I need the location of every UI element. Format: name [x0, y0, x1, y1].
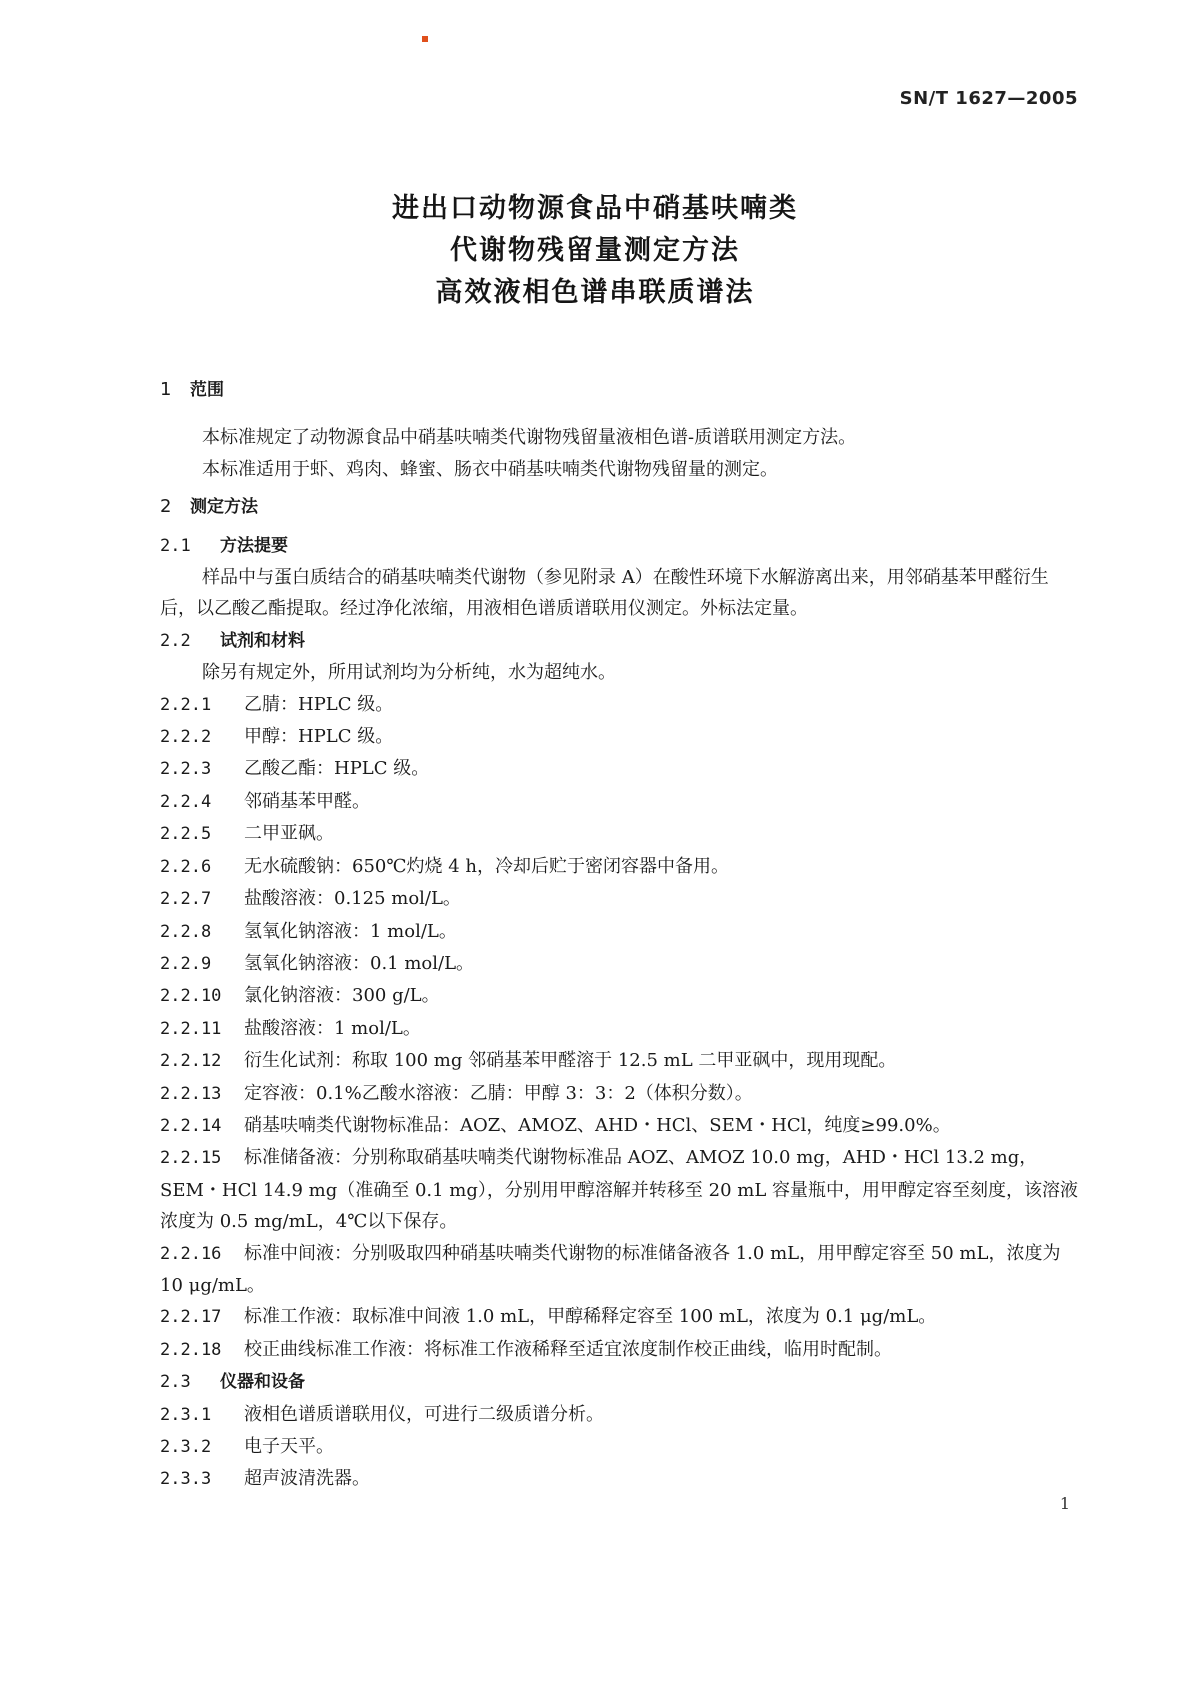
title-line-2: 代谢物残留量测定方法 — [450, 235, 740, 266]
title-line-1: 进出口动物源食品中硝基呋喃类 — [392, 193, 798, 224]
document-body — [160, 374, 1080, 1496]
list-item: 2.2.1 乙腈：HPLC 级。 — [160, 693, 394, 715]
list-item: 2.2.6 无水硫酸钠：650℃灼烧 4 h，冷却后贮于密闭容器中备用。 — [160, 855, 729, 877]
list-item: 2.3.1 液相色谱质谱联用仪，可进行二级质谱分析。 — [160, 1403, 604, 1425]
list-item: 2.2.17 标准工作液：取标准中间液 1.0 mL，甲醇稀释定容至 100 mL，浓度为 0.1 μg/mL。 — [160, 1306, 937, 1328]
list-item: 2.2.7 盐酸溶液：0.125 mol/L。 — [160, 888, 461, 910]
section-heading: 1 范围 — [160, 379, 224, 400]
list-item: 2.2.14 硝基呋喃类代谢物标准品：AOZ、AMOZ、AHD・HCl、SEM・HCl，纯度≥99.0%。 — [160, 1114, 951, 1136]
list-item: 2.2.8 氢氧化钠溶液：1 mol/L。 — [160, 920, 457, 942]
paragraph: 本标准适用于虾、鸡肉、蜂蜜、肠衣中硝基呋喃类代谢物残留量的测定。 — [202, 458, 778, 480]
document-title — [0, 188, 1190, 314]
list-item: 2.2.3 乙酸乙酯：HPLC 级。 — [160, 758, 430, 780]
list-item: 2.2.4 邻硝基苯甲醛。 — [160, 790, 370, 812]
page-number: 1 — [1059, 1494, 1070, 1513]
subsection-heading: 2.3 仪器和设备 — [160, 1372, 305, 1393]
list-item: 2.3.2 电子天平。 — [160, 1436, 334, 1457]
corner-mark — [422, 36, 428, 42]
subsection-heading: 2.1 方法提要 — [160, 535, 288, 556]
section-heading: 2 测定方法 — [160, 496, 258, 518]
standard-code: SN/T 1627—2005 — [899, 88, 1078, 109]
paragraph: 除另有规定外，所用试剂均为分析纯，水为超纯水。 — [202, 662, 616, 684]
list-item: 2.2.16 标准中间液：分别吸取四种硝基呋喃类代谢物的标准储备液各 1.0 mL，用甲醇定容至 50 mL，浓度为 10 μg/mL。 — [160, 1242, 1061, 1296]
list-item: 2.2.15 标准储备液：分别称取硝基呋喃类代谢物标准品 AOZ、AMOZ 10.0 mg，AHD・HCl 13.2 mg，SEM・HCl 14.9 mg（准确至 0.1 mg），分别用甲醇溶解并转移至 20 mL 容量瓶中，用甲醇定容至刻度，该溶液浓度为 0.5 mg/mL，4℃以下保存。 — [160, 1147, 1078, 1233]
list-item: 2.2.13 定容液：0.1%乙酸水溶液：乙腈：甲醇 3：3：2（体积分数）。 — [160, 1082, 753, 1104]
reagent-list — [160, 689, 1080, 1367]
paragraph: 样品中与蛋白质结合的硝基呋喃类代谢物（参见附录 A）在酸性环境下水解游离出来，用邻硝基苯甲醛衍生后，以乙酸乙酯提取。经过净化浓缩，用液相色谱质谱联用仪测定。外标法定量。 — [160, 567, 1049, 620]
subsection-heading: 2.2 试剂和材料 — [160, 630, 305, 651]
list-item: 2.2.11 盐酸溶液：1 mol/L。 — [160, 1017, 421, 1039]
list-item: 2.2.18 校正曲线标准工作液：将标准工作液稀释至适宜浓度制作校正曲线，临用时配制。 — [160, 1338, 892, 1360]
list-item: 2.3.3 超声波清洗器。 — [160, 1468, 370, 1490]
paragraph: 本标准规定了动物源食品中硝基呋喃类代谢物残留量液相色谱-质谱联用测定方法。 — [202, 427, 857, 449]
list-item: 2.2.2 甲醇：HPLC 级。 — [160, 726, 394, 748]
title-line-3: 高效液相色谱串联质谱法 — [435, 277, 755, 308]
equipment-list — [160, 1399, 1080, 1496]
list-item: 2.2.12 衍生化试剂：称取 100 mg 邻硝基苯甲醛溶于 12.5 mL 二甲亚砜中，现用现配。 — [160, 1050, 897, 1072]
list-item: 2.2.5 二甲亚砜。 — [160, 823, 334, 845]
list-item: 2.2.9 氢氧化钠溶液：0.1 mol/L。 — [160, 952, 475, 974]
list-item: 2.2.10 氯化钠溶液：300 g/L。 — [160, 985, 440, 1007]
